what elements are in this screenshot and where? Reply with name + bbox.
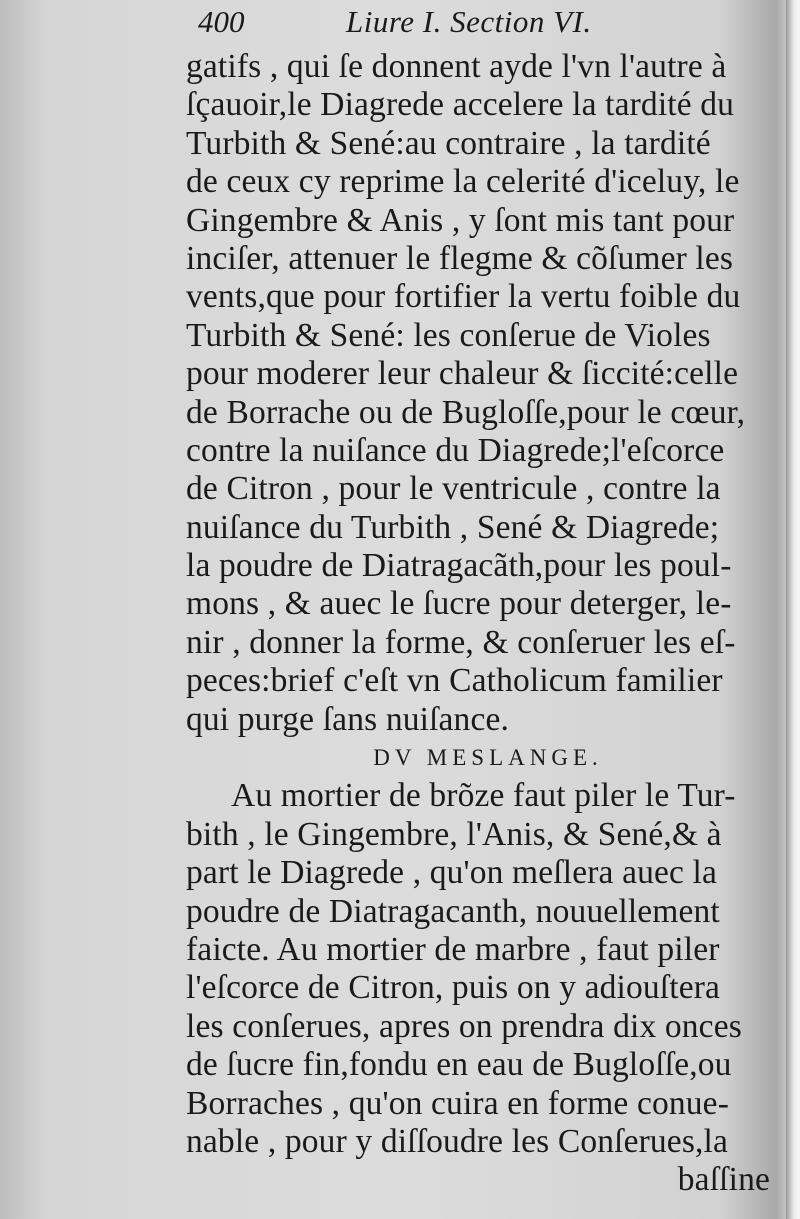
text-line: Borraches , qu'on cuira en forme conue- xyxy=(186,1084,730,1122)
text-line: les conſerues, apres on prendra dix onces xyxy=(186,1007,742,1045)
text-line: mons , & auec le ſucre pour deterger, le- xyxy=(186,585,732,623)
section-heading: DV MESLANGE. xyxy=(373,745,603,771)
text-line: nir , donner la forme, & conſeruer les eſ- xyxy=(186,623,736,661)
text-line: de ſucre fin,fondu en eau de Bugloſſe,ou xyxy=(186,1046,732,1084)
text-line: gatifs , qui ſe donnent ayde l'vn l'autre à xyxy=(186,48,727,85)
text-line: de ceux cy reprime la celerité d'iceluy, le xyxy=(186,163,740,201)
text-line: peces:brief c'eſt vn Catholicum familier xyxy=(186,662,723,700)
text-line: poudre de Diatragacanth, nouuellement xyxy=(186,892,720,930)
text-line: pour moderer leur chaleur & ſiccité:celle xyxy=(186,355,739,393)
running-head: Liure I. Section VI. xyxy=(346,4,592,39)
text-line: qui purge ſans nuiſance. xyxy=(186,700,510,738)
text-line: part le Diagrede , qu'on meſlera auec la xyxy=(186,854,718,892)
text-line: Au mortier de brõze faut piler le Tur- xyxy=(231,777,736,815)
text-line: de Citron , pour le ventricule , contre la xyxy=(186,470,721,508)
text-line: Gingembre & Anis , y ſont mis tant pour xyxy=(186,201,735,239)
text-line: la poudre de Diatragacãth,pour les poul- xyxy=(186,547,732,585)
text-line: Turbith & Sené: les conſerue de Violes xyxy=(186,316,711,354)
text-line: inciſer, attenuer le flegme & cõſumer les xyxy=(186,239,734,277)
body-text xyxy=(186,48,770,1200)
text-line: ſçauoir,le Diagrede accelere la tardité du xyxy=(186,86,735,124)
text-line: faicte. Au mortier de marbre , faut piler xyxy=(186,930,720,968)
text-line: bith , le Gingembre, l'Anis, & Sené,& à xyxy=(186,815,722,853)
text-line: contre la nuiſance du Diagrede;l'eſcorce xyxy=(186,431,725,469)
page-number: 400 xyxy=(198,4,245,39)
text-line: nuiſance du Turbith , Sené & Diagrede; xyxy=(186,508,720,546)
page-header xyxy=(198,4,758,44)
text-line: l'eſcorce de Citron, puis on y adiouſtera xyxy=(186,969,721,1007)
text-line: nable , pour y diſſoudre les Conſerues,la xyxy=(186,1122,729,1160)
page-edge xyxy=(786,0,800,1219)
text-line: vents,que pour fortifier la vertu foible du xyxy=(186,278,741,316)
text-line: de Borrache ou de Bugloſſe,pour le cœur, xyxy=(186,393,746,431)
text-line: Turbith & Sené:au contraire , la tardité xyxy=(186,124,711,162)
catchword: baſſine xyxy=(677,1161,770,1199)
